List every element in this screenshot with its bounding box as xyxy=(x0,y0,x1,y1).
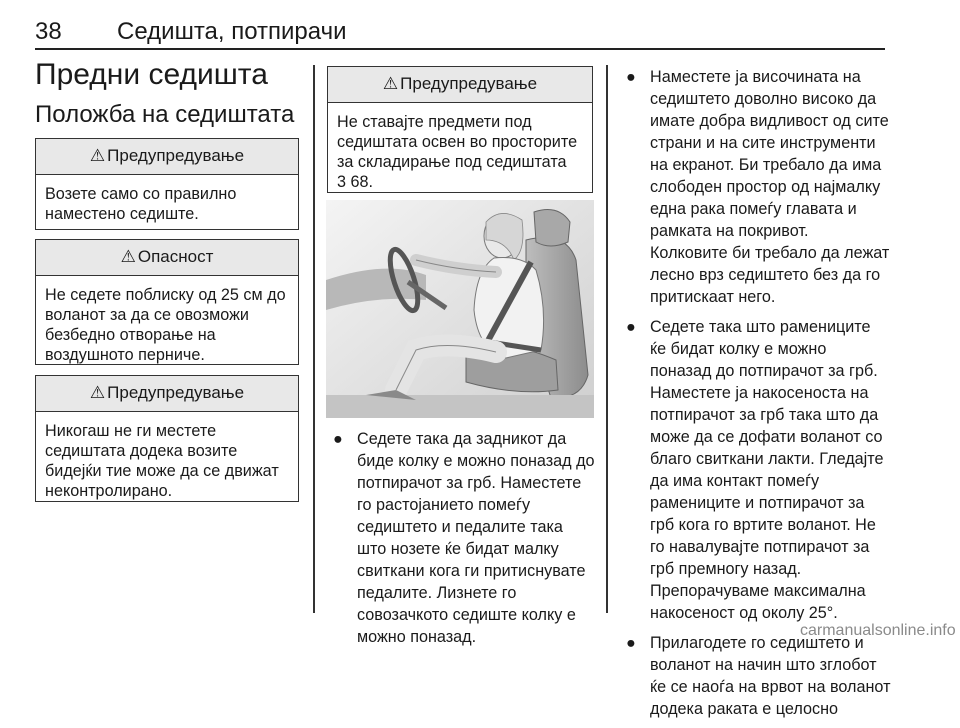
list-item-line: додека раката е целосно xyxy=(650,700,839,718)
list-item-line: да има контакт помеѓу xyxy=(650,472,820,490)
list-item xyxy=(333,428,598,648)
warning-box-2 xyxy=(35,375,299,502)
list-item-line: Препорачуваме максимална xyxy=(650,582,866,600)
warning-box-header xyxy=(328,67,592,103)
warning-triangle-icon: ⚠ xyxy=(382,74,399,93)
list-item-line: може да се дофати воланот со xyxy=(650,428,883,446)
list-item-line: притискаат него. xyxy=(650,288,776,306)
list-item-line: Колковите би требало да лежат xyxy=(650,244,890,262)
danger-box-header xyxy=(36,240,298,276)
page-title: Предни седишта xyxy=(35,58,268,91)
warning-triangle-icon: ⚠ xyxy=(89,383,106,402)
bullet-icon: ● xyxy=(626,634,636,652)
warning-title: Предупредување xyxy=(107,146,245,165)
list-item-line: Прилагодете го седиштето и xyxy=(650,634,864,652)
warning-line: 3 68. xyxy=(337,173,374,191)
list-item-line: воланот на начин што зглобот xyxy=(650,656,877,674)
list-item-line: потпирачот за грб. Наместете xyxy=(357,474,582,492)
warning-line: Возете само со правилно xyxy=(45,185,237,203)
warning-line: наместено седиште. xyxy=(45,205,199,223)
list-item-line: потпирачот за грб така што да xyxy=(650,406,879,424)
list-item-line: Седете така што рамениците xyxy=(650,318,871,336)
watermark: carmanualsonline.info xyxy=(800,622,956,639)
danger-title: Опасност xyxy=(137,247,214,266)
list-item-line: рамениците и потпирачот за xyxy=(650,494,865,512)
list-item-line: слободен простор од најмалку xyxy=(650,178,881,196)
warning-box-3 xyxy=(327,66,593,193)
list-item-line: на екранот. Би требало да има xyxy=(650,156,882,174)
list-item-line: го навалувајте потпирачот за xyxy=(650,538,870,556)
warning-body xyxy=(36,412,298,510)
page-header xyxy=(35,18,885,50)
warning-body xyxy=(36,175,298,233)
list-item-line: Седете така да задникот да xyxy=(357,430,567,448)
list-item-line: седиштето и педалите така xyxy=(357,518,563,536)
list-item-line: Наместете ја накосеноста на xyxy=(650,384,869,402)
warning-title: Предупредување xyxy=(400,74,538,93)
list-item-line: го растојанието помеѓу xyxy=(357,496,531,514)
danger-line: Не седете поблиску од 25 см до xyxy=(45,286,286,304)
list-item-line: имате добра видливост од сите xyxy=(650,112,889,130)
list-item-line: педалите. Лизнете го xyxy=(357,584,517,602)
list-item xyxy=(626,632,926,720)
list-item-line: грб кога го вртите воланот. Не xyxy=(650,516,876,534)
list-item-line: благо свиткани лакти. Гледајте xyxy=(650,450,884,468)
warning-box-header xyxy=(36,376,298,412)
list-item-line: што нозете ќе бидат малку xyxy=(357,540,559,558)
warning-box-header xyxy=(36,139,298,175)
middle-text-column xyxy=(333,428,598,656)
warning-triangle-icon: ⚠ xyxy=(120,247,136,266)
warning-line: за складирање под седиштата xyxy=(337,153,567,171)
warning-body xyxy=(328,103,592,201)
warning-line: Никогаш не ги местете xyxy=(45,422,217,440)
bullet-icon: ● xyxy=(626,318,636,336)
list-item-line: ќе бидат колку е можно xyxy=(650,340,827,358)
bullet-icon: ● xyxy=(626,68,636,86)
list-item xyxy=(626,316,926,624)
warning-title: Предупредување xyxy=(107,383,245,402)
section-title: Седишта, потпирачи xyxy=(117,18,347,45)
warning-line: неконтролирано. xyxy=(45,482,173,500)
list-item-line: рамката на покривот. xyxy=(650,222,809,240)
danger-body xyxy=(36,276,298,374)
column-divider-right xyxy=(606,65,608,613)
danger-box xyxy=(35,239,299,365)
list-item-line: ќе се наоѓа на врвот на воланот xyxy=(650,678,891,696)
page-number: 38 xyxy=(35,18,62,45)
list-item-line: свиткани кога ги притиснувате xyxy=(357,562,586,580)
list-item xyxy=(626,66,926,308)
warning-line: бидејќи тие може да се движат xyxy=(45,462,279,480)
list-item-line: лесно врз седиштето без да го xyxy=(650,266,881,284)
danger-line: безбедно отворање на xyxy=(45,326,216,344)
warning-line: седиштата освен во просторите xyxy=(337,133,578,151)
list-item-line: страни и на сите инструменти xyxy=(650,134,876,152)
list-item-line: накосеност од околу 25°. xyxy=(650,604,838,622)
warning-line: Не ставајте предмети под xyxy=(337,113,532,131)
danger-line: воздушното перниче. xyxy=(45,346,205,364)
bullet-icon: ● xyxy=(333,430,343,448)
list-item-line: Наместете ја височината на xyxy=(650,68,861,86)
list-item-line: можно поназад. xyxy=(357,628,477,646)
warning-line: седиштата додека возите xyxy=(45,442,238,460)
column-divider-left xyxy=(313,65,315,613)
list-item-line: седиштето доволно високо да xyxy=(650,90,877,108)
warning-triangle-icon: ⚠ xyxy=(89,146,106,165)
warning-box-1 xyxy=(35,138,299,230)
list-item-line: биде колку е можно поназад до xyxy=(357,452,595,470)
driver-seat-illustration xyxy=(326,200,594,418)
list-item-line: совозачкото седиште колку е xyxy=(357,606,576,624)
danger-line: воланот за да се овозможи xyxy=(45,306,249,324)
list-item-line: грб премногу назад. xyxy=(650,560,802,578)
list-item-line: поназад до потпирачот за грб. xyxy=(650,362,878,380)
driver-seat-position-illustration xyxy=(326,200,594,418)
page-subtitle: Положба на седиштата xyxy=(35,101,295,128)
list-item-line: една рака помеѓу главата и xyxy=(650,200,857,218)
